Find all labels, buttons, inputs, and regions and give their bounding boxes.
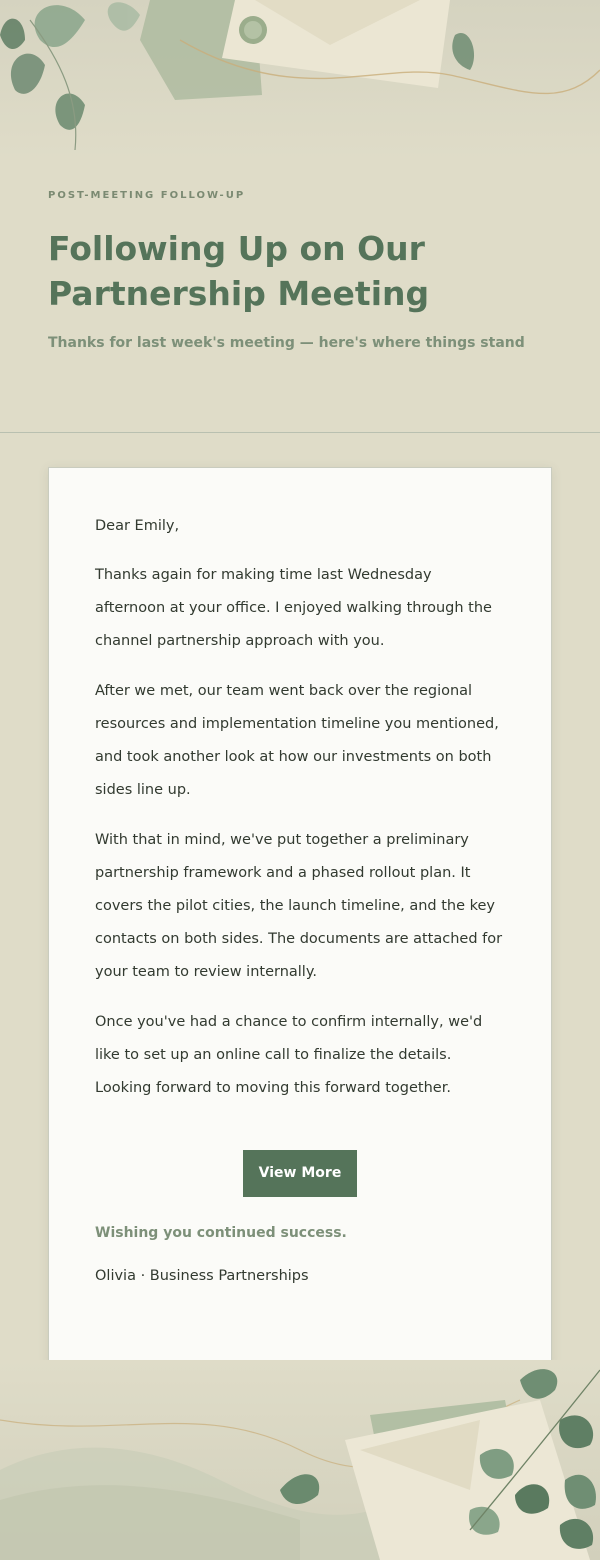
- page-subtitle: Thanks for last week's meeting — here's where things stand: [48, 335, 525, 351]
- page-title: Following Up on Our Partnership Meeting: [48, 229, 430, 313]
- letter-signature: Olivia · Business Partnerships: [95, 1268, 309, 1284]
- letter-paragraph: Once you've had a chance to confirm internally, we'd like to set up an online call to finalize the details. Looking forward to moving this forward together.: [95, 1014, 483, 1096]
- bottom-decor-illustration: [0, 1360, 600, 1560]
- letter-card: [48, 467, 552, 1365]
- letter-paragraph: With that in mind, we've put together a preliminary partnership framework and a phased rollout plan. It covers the pilot cities, the launch timeline, and the key contacts on both sides. The documents are attached for your team to review internally.: [95, 832, 503, 980]
- header-divider: [0, 432, 600, 433]
- letter-paragraph: After we met, our team went back over the regional resources and implementation timeline you mentioned, and took another look at how our investments on both sides line up.: [95, 683, 499, 798]
- letter-greeting: Dear Emily,: [95, 518, 180, 534]
- view-more-button[interactable]: View More: [243, 1150, 357, 1197]
- letter-body: [95, 514, 505, 1284]
- email-header: [0, 0, 600, 432]
- cta-wrapper: [95, 1150, 505, 1197]
- eyebrow-label: POST-MEETING FOLLOW-UP: [48, 190, 246, 201]
- letter-paragraph: Thanks again for making time last Wednesday afternoon at your office. I enjoyed walking through the channel partnership approach with you.: [95, 567, 492, 649]
- letter-closing: Wishing you continued success.: [95, 1225, 347, 1241]
